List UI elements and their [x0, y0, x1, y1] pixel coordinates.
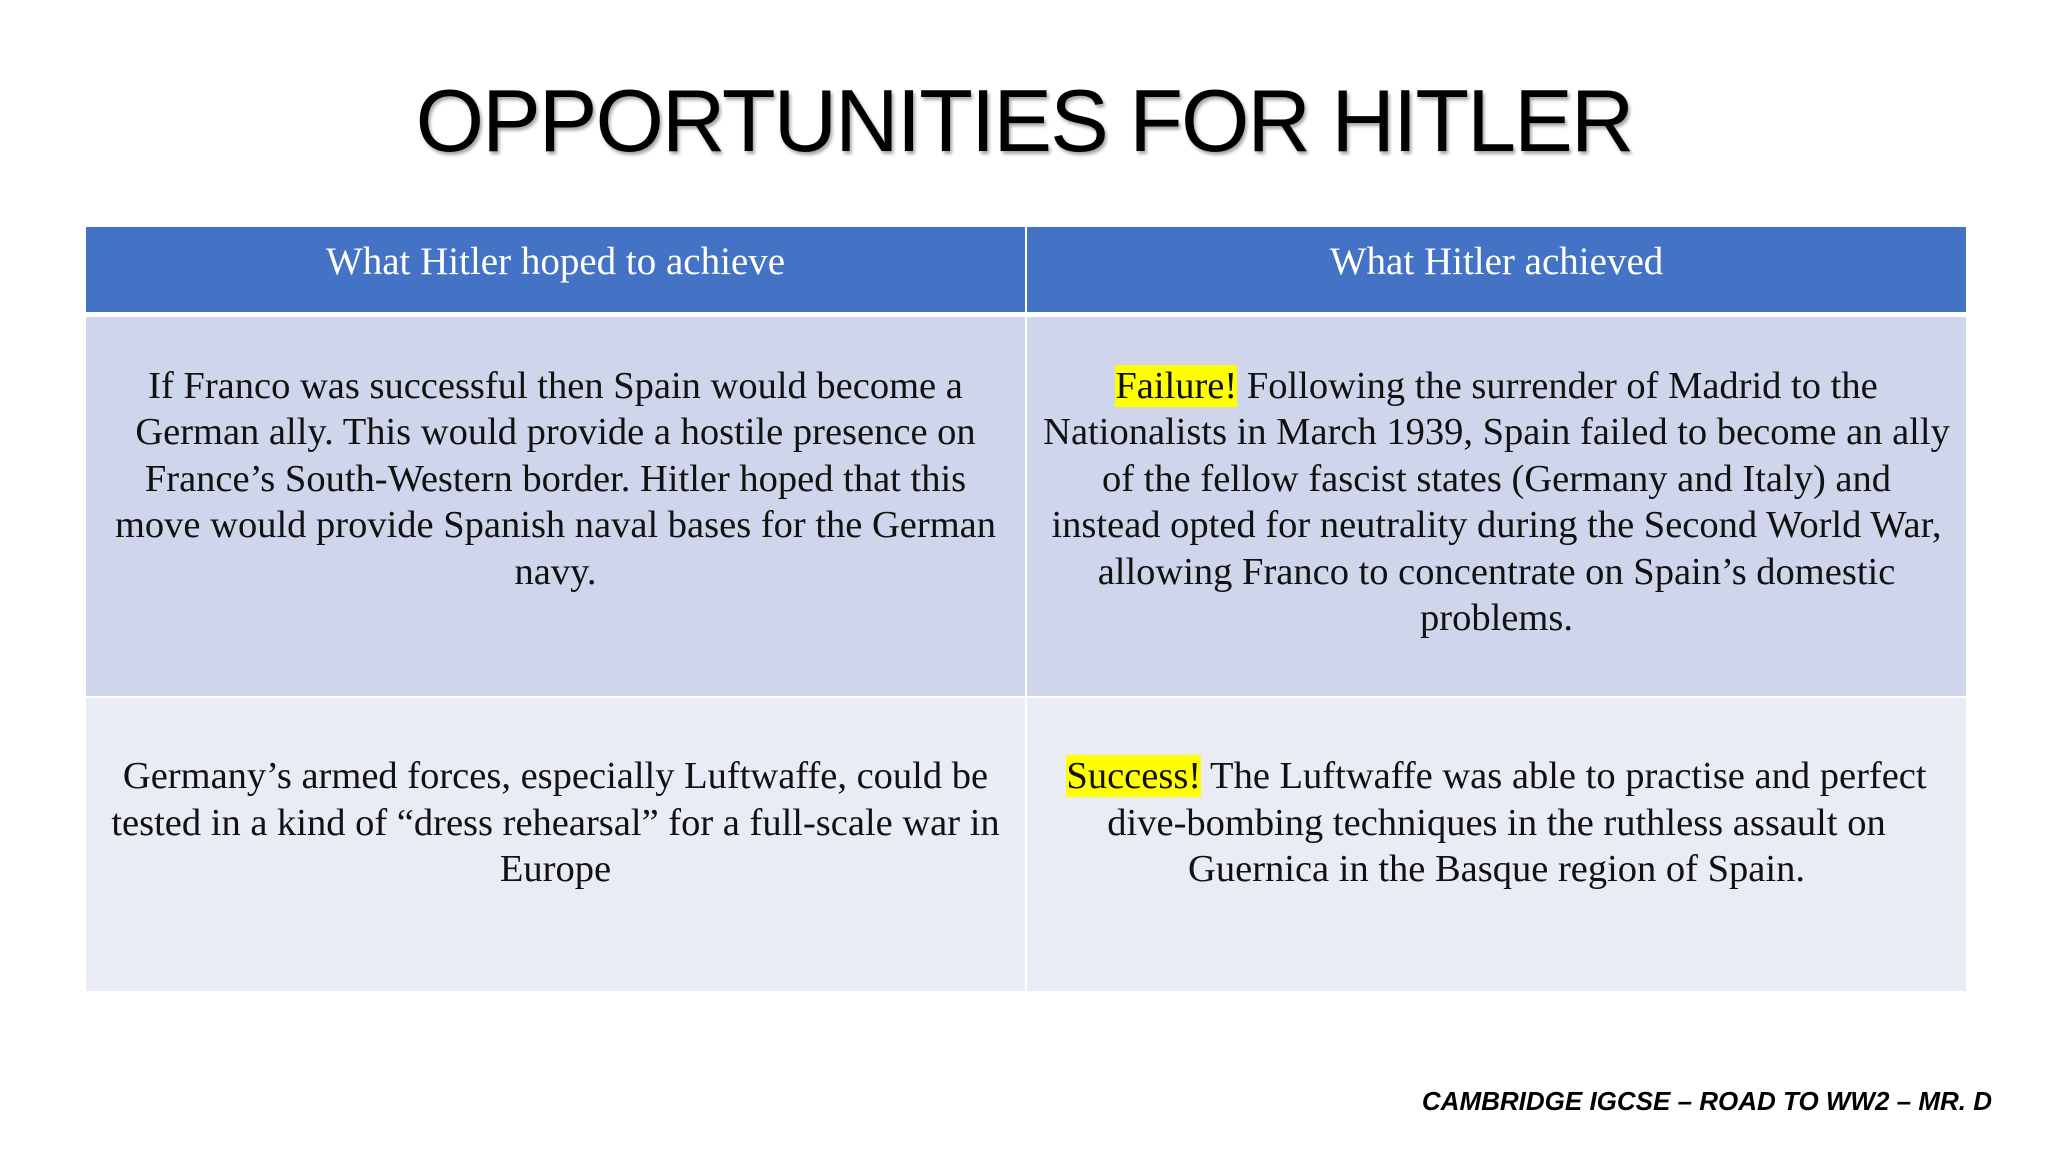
result-text: Following the surrender of Madrid to the Nationalists in March 1939, Spain failed to become an ally of the fellow fascist states (Germany and Italy) and instead opted for neutrality during the Second World War, allowing Franco to concentrate on Spain’s domestic problems. [1043, 364, 1950, 639]
result-cell [1026, 314, 1966, 697]
result-cell [1026, 697, 1966, 991]
column-header-hopes: What Hitler hoped to achieve [86, 227, 1026, 314]
table-row [86, 314, 1966, 697]
footer-credit: CAMBRIDGE IGCSE – ROAD TO WW2 – MR. D [1421, 1086, 1992, 1116]
slide-title: OPPORTUNITIES FOR HITLER [415, 71, 1633, 170]
verdict-failure-badge: Failure! [1115, 364, 1238, 407]
hope-text: If Franco was successful then Spain would become a German ally. This would provide a hostile presence on France’s South-Western border. Hitler hoped that this move would provide Spanish naval bases for the German navy. [114, 364, 996, 593]
table-row [86, 697, 1966, 991]
verdict-success-badge: Success! [1066, 755, 1202, 797]
hope-cell [86, 314, 1026, 697]
comparison-table [86, 227, 1966, 991]
hope-cell [86, 697, 1026, 991]
hope-text: Germany’s armed forces, especially Luftwaffe, could be tested in a kind of “dress rehearsal” for a full-scale war in Europe [111, 755, 1000, 890]
result-text: The Luftwaffe was able to practise and perfect dive-bombing techniques in the ruthless assault on Guernica in the Basque region of Spain. [1107, 755, 1927, 890]
column-header-achieved: What Hitler achieved [1026, 227, 1966, 314]
table-header-row [86, 227, 1966, 314]
